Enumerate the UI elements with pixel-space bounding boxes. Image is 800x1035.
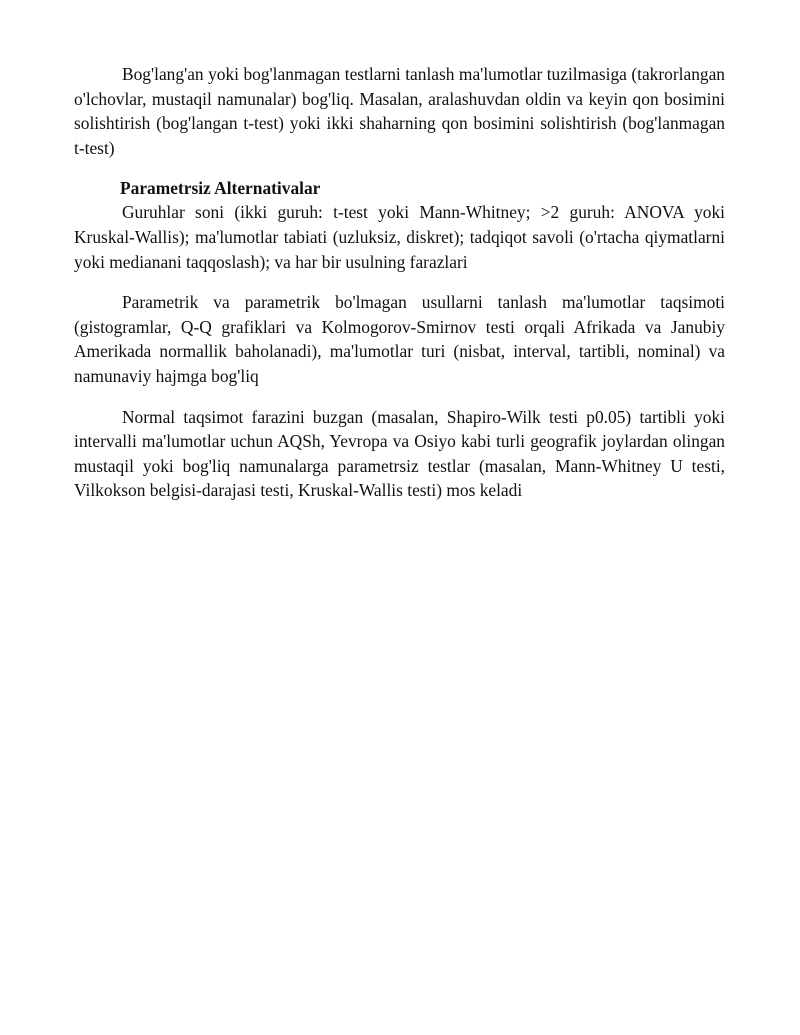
section-heading: Parametrsiz Alternativalar [120, 178, 321, 199]
paragraph-method-choice: Parametrik va parametrik bo'lmagan usullarni tanlash ma'lumotlar taqsimoti (gistogramlar, Q-Q grafiklari va Kolmogorov-Smirnov testi orqali Afrikada va Janubiy Amerikada normallik baholanadi), ma'lumotlar turi (nisbat, interval, tartibli, nominal) va namunaviy hajmga bog'liq [74, 292, 725, 386]
paragraph-nonparametric-tests: Normal taqsimot farazini buzgan (masalan, Shapiro-Wilk testi p0.05) tartibli yoki intervalli ma'lumotlar uchun AQSh, Yevropa va Osiyo kabi turli geografik joylardan olingan mustaqil yoki bog'liq namunalarga parametrsiz testlar (masalan, Mann-Whitney U testi, Vilkokson belgisi-darajasi testi, Kruskal-Wallis testi) mos keladi [74, 406, 725, 501]
paragraph-dependent-tests: Bog'lang'an yoki bog'lanmagan testlarni tanlash ma'lumotlar tuzilmasiga (takrorlangan o'lchovlar, mustaqil namunalar) bog'liq. Masalan, aralashuvdan oldin va keyin qon bosimini solishtirish (bog'langan t-test) yoki ikki shaharning qon bosimini solishtirish (bog'lanmagan t-test) [74, 64, 725, 158]
paragraph-group-count: Guruhlar soni (ikki guruh: t-test yoki Mann-Whitney; >2 guruh: ANOVA yoki Kruskal-Wallis); ma'lumotlar tabiati (uzluksiz, diskret); tadqiqot savoli (o'rtacha qiymatlarni yoki medianani taqqoslash); va har bir usulning farazlari [74, 202, 725, 272]
document-page [74, 62, 725, 503]
